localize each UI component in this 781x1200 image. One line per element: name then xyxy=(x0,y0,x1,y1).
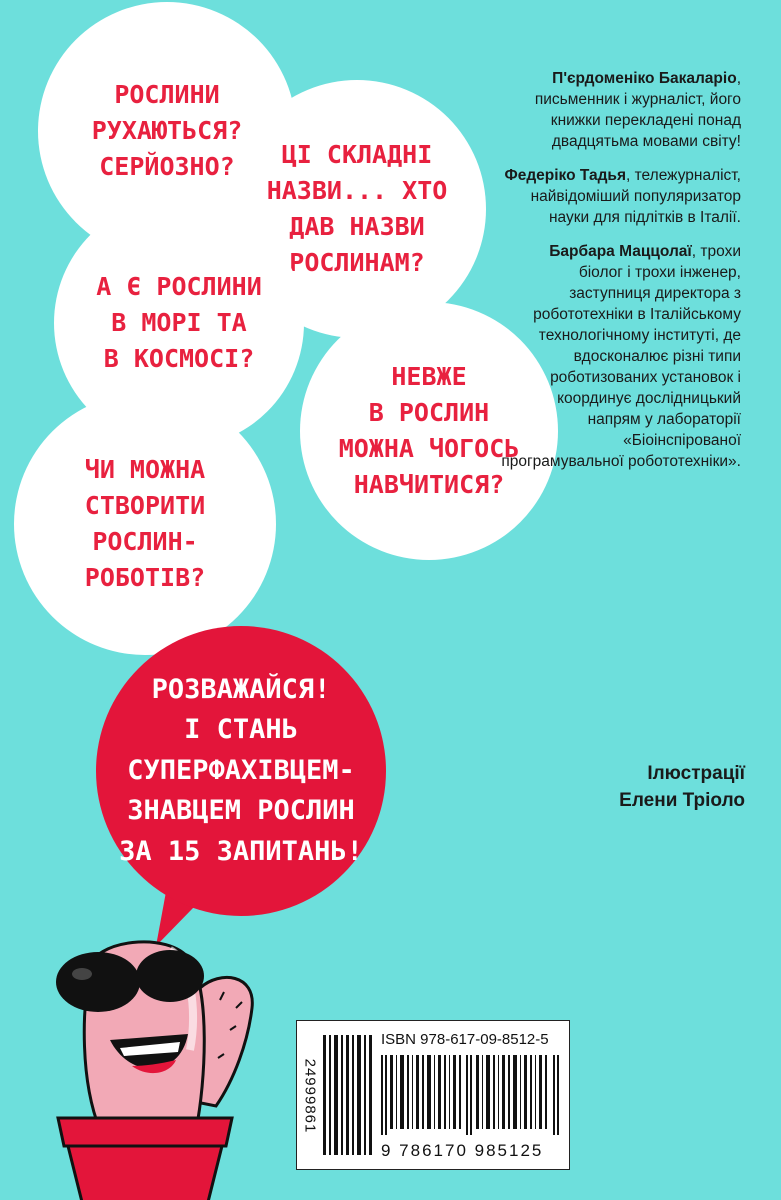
promo-bubble xyxy=(96,626,386,916)
side-number-text: 24999861 xyxy=(301,1058,319,1134)
author-desc: письменник і журналіст, його книжки перекладені понад двадцятьма мовами світу! xyxy=(534,91,741,150)
barcode-side-number xyxy=(301,1033,319,1159)
bubble-line: СЕРЙОЗНО? xyxy=(99,152,235,182)
promo-line: І СТАНЬ xyxy=(184,714,298,746)
bubble-line: ЧИ МОЖНА xyxy=(84,454,206,484)
author-entry: Федеріко Тадья, тележурналіст, найвідоміший популяризатор науки для підлітків в Італії. xyxy=(504,167,741,226)
bubble-line: РОСЛИН- xyxy=(92,527,198,556)
isbn-label: ISBN 978-617-09-8512-5 xyxy=(381,1031,549,1048)
supplementary-barcode xyxy=(323,1035,375,1155)
author-name: П'єрдоменіко Бакаларіо xyxy=(552,70,737,87)
author-name: Барбара Маццолаї xyxy=(549,243,692,260)
promo-line: РОЗВАЖАЙСЯ! xyxy=(151,673,331,705)
author-desc: трохи біолог і трохи інженер, заступниця директора з робототехніки в Італійському технологічному інституті, де вдосконалює різні типи роботизованих установок і координує дослідницький напрям у лабораторії «Біоінспірованої програмувальної робототехніки». xyxy=(501,243,741,470)
bubble-line: РОСЛИНИ xyxy=(114,79,220,109)
bubble-line: НАВЧИТИСЯ? xyxy=(353,470,505,500)
bubble-line: РОСЛИНАМ? xyxy=(289,248,425,278)
bubble-line: СТВОРИТИ xyxy=(84,490,206,520)
flower-pot-icon xyxy=(58,1118,232,1200)
promo-line: ЗНАВЦЕМ РОСЛИН xyxy=(127,795,355,827)
question-bubble-5 xyxy=(14,393,276,655)
isbn-barcode xyxy=(296,1020,570,1170)
promo-line: СУПЕРФАХІВЦЕМ- xyxy=(127,754,355,786)
bubble-line: РУХАЮТЬСЯ? xyxy=(91,115,243,145)
bubble-line: НАЗВИ... ХТО xyxy=(266,175,448,205)
author-name: Федеріко Тадья xyxy=(504,167,626,184)
author-entry: Барбара Маццолаї, трохи біолог і трохи інженер, заступниця директора з робототехніки в Італійському технологічному інституті, де вдосконалює різні типи роботизованих установок і координує дослідницький напрям у лабораторії «Біоінспірованої програмувальної робототехніки». xyxy=(501,243,741,470)
bubble-line: В РОСЛИН xyxy=(368,397,490,427)
author-entry: П'єрдоменіко Бакаларіо, письменник і журналіст, його книжки перекладені понад двадцятьма мовами світу! xyxy=(534,70,741,150)
bubble-line: А Є РОСЛИНИ xyxy=(96,271,262,301)
bubble-line: ЦІ СКЛАДНІ xyxy=(281,139,433,169)
cactus-mascot-illustration xyxy=(20,930,280,1200)
bubble-line: В КОСМОСІ? xyxy=(103,344,255,374)
promo-line: ЗА 15 ЗАПИТАНЬ! xyxy=(119,835,363,867)
illustrator-line-2: Елени Тріоло xyxy=(619,790,745,811)
barcode-digits: 9 786170 985125 xyxy=(381,1141,544,1160)
authors-block xyxy=(501,68,741,485)
author-desc: тележурналіст, найвідоміший популяризатор науки для підлітків в Італії. xyxy=(530,167,741,226)
bubble-line: РОБОТІВ? xyxy=(84,563,206,593)
illustrator-credit xyxy=(619,760,745,814)
bubble-line: НЕВЖЕ xyxy=(391,361,467,391)
bubble-line: В МОРІ ТА xyxy=(111,307,247,337)
ean-barcode-bars xyxy=(381,1055,559,1135)
bubble-line: МОЖНА ЧОГОСЬ xyxy=(338,434,520,463)
illustrator-line-1: Ілюстрації xyxy=(647,763,745,784)
bubble-line: ДАВ НАЗВИ xyxy=(289,212,425,241)
